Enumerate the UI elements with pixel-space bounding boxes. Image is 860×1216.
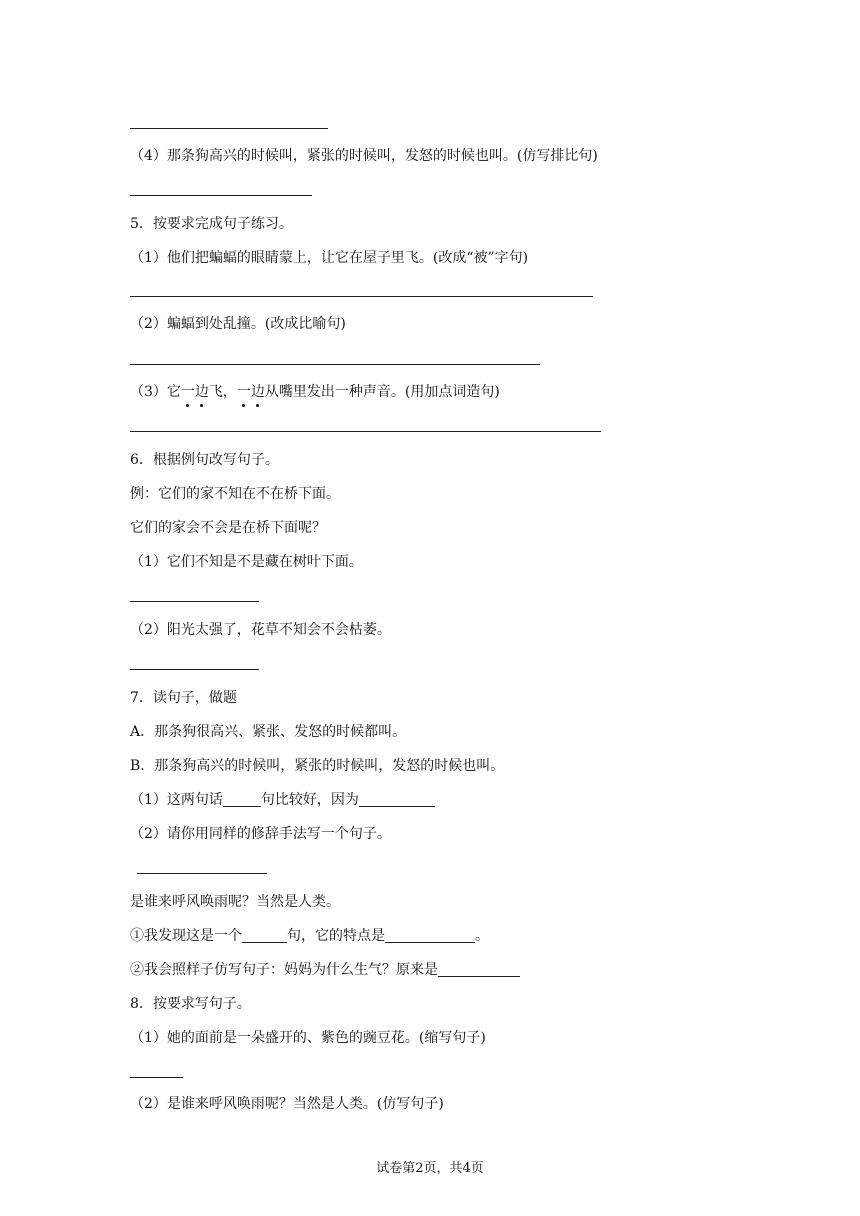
question-7-c1-text: 。 <box>475 928 489 944</box>
question-6-title: 6．根据例句改写句子。 <box>130 452 279 468</box>
answer-line[interactable] <box>130 601 259 602</box>
dotted-char: 边 <box>194 384 209 400</box>
question-7-a: A．那条狗很高兴、紧张、发怒的时候都叫。 <box>130 724 407 740</box>
answer-line[interactable] <box>137 873 267 874</box>
question-7-1-text: 句比较好，因为 <box>260 792 359 808</box>
dotted-char: 边 <box>250 384 265 400</box>
answer-blank[interactable] <box>223 792 261 807</box>
answer-line[interactable] <box>130 296 593 297</box>
page-footer: 试卷第2页，共4页 <box>376 1161 484 1176</box>
question-5-1: （1）他们把蝙蝠的眼睛蒙上，让它在屋子里飞。(改成“被”字句) <box>130 250 529 266</box>
question-7-c2 <box>130 960 520 980</box>
answer-line[interactable] <box>130 669 259 670</box>
answer-line[interactable] <box>130 364 540 365</box>
answer-line[interactable] <box>130 431 601 432</box>
question-7-sentence: 是谁来呼风唤雨呢？当然是人类。 <box>130 894 340 910</box>
dotted-char: 一 <box>236 384 251 400</box>
question-7-c1-text: ①我发现这是一个 <box>130 928 242 944</box>
question-5-3 <box>130 382 500 402</box>
answer-blank[interactable] <box>242 928 287 943</box>
question-5-3-prefix: （3）它 <box>130 384 181 400</box>
comma: ， <box>222 384 237 400</box>
question-6-1: （1）它们不知是不是藏在树叶下面。 <box>130 554 363 570</box>
question-7-2: （2）请你用同样的修辞手法写一个句子。 <box>130 826 391 842</box>
question-5-2: （2）蝙蝠到处乱撞。(改成比喻句) <box>130 316 346 332</box>
plain-char: 飞 <box>208 384 223 400</box>
question-5-title: 5．按要求完成句子练习。 <box>130 216 293 232</box>
question-6-example-1: 例：它们的家不知在不在桥下面。 <box>130 486 340 502</box>
answer-blank[interactable] <box>359 792 435 807</box>
question-6-example-2: 它们的家会不会是在桥下面呢？ <box>130 520 326 536</box>
question-8-1: （1）她的面前是一朵盛开的、紫色的豌豆花。(缩写句子) <box>130 1030 486 1046</box>
answer-blank[interactable] <box>438 962 520 977</box>
question-6-2: （2）阳光太强了，花草不知会不会枯萎。 <box>130 622 391 638</box>
question-7-c1-text: 句，它的特点是 <box>287 928 385 944</box>
question-7-c1 <box>130 926 489 946</box>
question-4-4: （4）那条狗高兴的时候叫，紧张的时候叫，发怒的时候也叫。(仿写排比句) <box>130 148 598 164</box>
answer-line[interactable] <box>130 128 328 129</box>
question-7-c2-text: ②我会照样子仿写句子：妈妈为什么生气？原来是 <box>130 962 438 978</box>
question-8-title: 8．按要求写句子。 <box>130 996 251 1012</box>
question-7-1 <box>130 790 435 810</box>
answer-blank[interactable] <box>385 928 475 943</box>
question-8-2: （2）是谁来呼风唤雨呢？当然是人类。(仿写句子) <box>130 1096 444 1112</box>
question-7-1-text: （1）这两句话 <box>130 792 223 808</box>
dotted-char: 一 <box>180 384 195 400</box>
answer-line[interactable] <box>130 1077 183 1078</box>
question-7-b: B．那条狗高兴的时候叫，紧张的时候叫，发怒的时候也叫。 <box>130 758 505 774</box>
question-5-3-suffix: 从嘴里发出一种声音。(用加点词造句) <box>264 384 500 400</box>
question-7-title: 7．读句子，做题 <box>130 690 237 706</box>
answer-line[interactable] <box>130 195 312 196</box>
